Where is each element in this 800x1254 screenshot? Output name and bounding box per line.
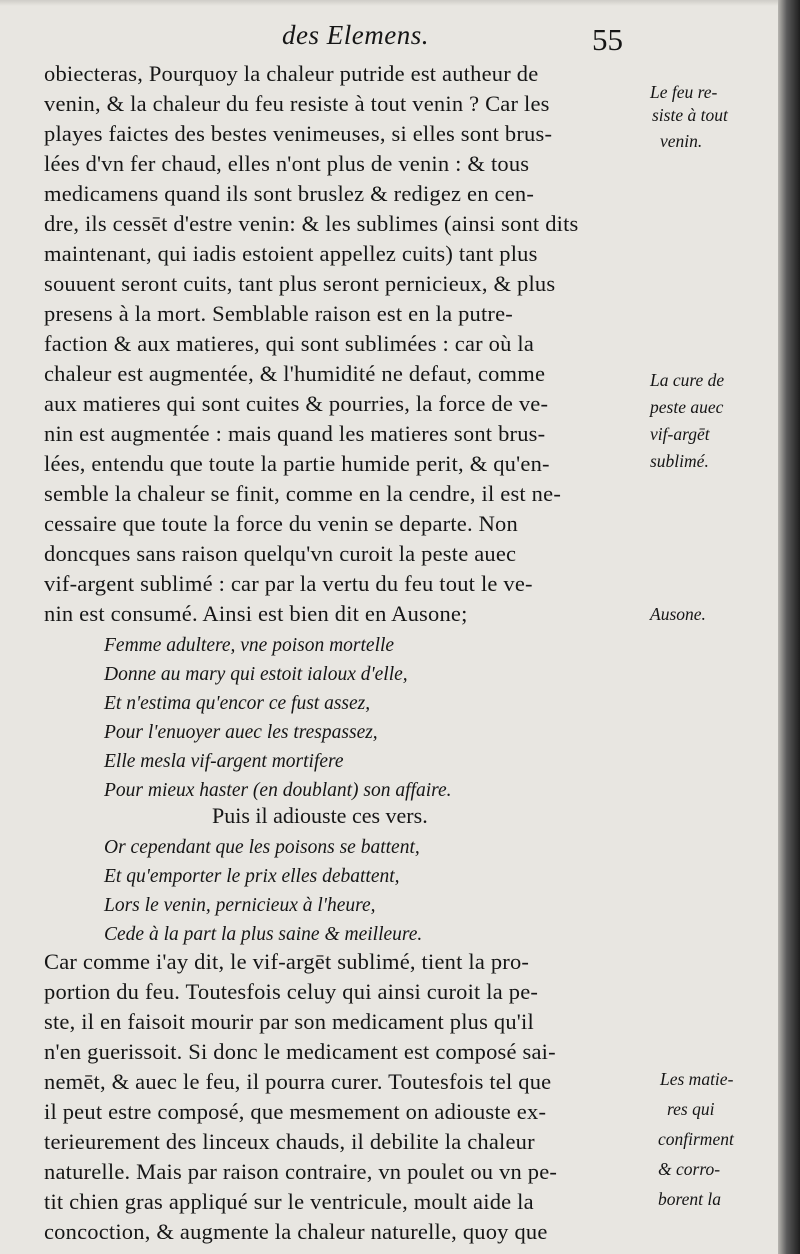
verse-line: Femme adultere, vne poison mortelle (104, 635, 395, 656)
margin-note: Les matie- (660, 1069, 734, 1089)
body-line: semble la chaleur se finit, comme en la cendre, il est ne- (44, 481, 562, 506)
body-line: terieurement des linceux chauds, il debilite la chaleur (44, 1129, 535, 1154)
margin-note: Ausone. (650, 604, 706, 624)
verse-intro: Puis il adiouste ces vers. (212, 803, 428, 828)
body-line: nin est augmentée : mais quand les matieres sont brus- (44, 421, 546, 446)
body-line: nin est consumé. Ainsi est bien dit en Ausone; (44, 601, 468, 626)
margin-note: La cure de (650, 370, 725, 390)
body-line: medicamens quand ils sont bruslez & redigez en cen- (44, 181, 535, 206)
body-line: tit chien gras appliqué sur le ventricule, moult aide la (44, 1189, 534, 1214)
body-line: maintenant, qui iadis estoient appellez cuits) tant plus (44, 241, 538, 266)
margin-note: peste auec (650, 397, 724, 417)
verse-line: Cede à la part la plus saine & meilleure. (104, 924, 423, 945)
body-line: naturelle. Mais par raison contraire, vn poulet ou vn pe- (44, 1159, 558, 1184)
body-line: dre, ils cessēt d'estre venin: & les sublimes (ainsi sont dits (44, 211, 579, 236)
margin-note: vif-argēt (650, 424, 710, 444)
body-line: chaleur est augmentée, & l'humidité ne defaut, comme (44, 361, 546, 386)
body-line: lées d'vn fer chaud, elles n'ont plus de venin : & tous (44, 151, 530, 176)
body-line: obiecteras, Pourquoy la chaleur putride est autheur de (44, 61, 539, 86)
body-line: venin, & la chaleur du feu resiste à tout venin ? Car les (44, 91, 550, 116)
verse-line: Donne au mary qui estoit ialoux d'elle, (104, 664, 408, 685)
margin-note: Le feu re- (650, 82, 718, 102)
verse-line: Et n'estima qu'encor ce fust assez, (104, 693, 371, 714)
scan-binding-edge (778, 0, 800, 1254)
body-line: vif-argent sublimé : car par la vertu du feu tout le ve- (44, 571, 533, 596)
body-line: presens à la mort. Semblable raison est en la putre- (44, 301, 514, 326)
verse-line: Elle mesla vif-argent mortifere (104, 751, 344, 772)
margin-note: venin. (660, 131, 703, 151)
body-line: cessaire que toute la force du venin se departe. Non (44, 511, 518, 536)
verse-line: Lors le venin, pernicieux à l'heure, (104, 895, 376, 916)
verse-line: Pour mieux haster (en doublant) son affaire. (104, 780, 452, 801)
body-line: n'en guerissoit. Si donc le medicament est composé sai- (44, 1039, 556, 1064)
body-line: portion du feu. Toutesfois celuy qui ainsi curoit la pe- (44, 979, 539, 1004)
body-line: faction & aux matieres, qui sont sublimées : car où la (44, 331, 535, 356)
margin-note: & corro- (658, 1159, 721, 1179)
verse-line: Et qu'emporter le prix elles debattent, (104, 866, 400, 887)
body-line: concoction, & augmente la chaleur naturelle, quoy que (44, 1219, 548, 1244)
margin-note: sublimé. (650, 451, 709, 471)
body-line: ste, il en faisoit mourir par son medicament plus qu'il (44, 1009, 534, 1034)
body-line: nemēt, & auec le feu, il pourra curer. Toutesfois tel que (44, 1069, 552, 1094)
body-line: il peut estre composé, que mesmement on adiouste ex- (44, 1099, 547, 1124)
verse-line: Or cependant que les poisons se battent, (104, 837, 420, 858)
margin-note: confirment (658, 1129, 734, 1149)
verse-line: Pour l'enuoyer auec les trespassez, (104, 722, 378, 743)
margin-note: res qui (667, 1099, 715, 1119)
body-line: souuent seront cuits, tant plus seront pernicieux, & plus (44, 271, 556, 296)
body-line: doncques sans raison quelqu'vn curoit la peste auec (44, 541, 517, 566)
margin-note: borent la (658, 1189, 722, 1209)
running-head: des Elemens. (282, 20, 429, 50)
margin-note: siste à tout (652, 105, 728, 125)
body-line: playes faictes des bestes venimeuses, si elles sont brus- (44, 121, 553, 146)
body-line: Car comme i'ay dit, le vif-argēt sublimé, tient la pro- (44, 949, 530, 974)
page-number: 55 (592, 22, 623, 57)
body-line: aux matieres qui sont cuites & pourries, la force de ve- (44, 391, 549, 416)
scan-top-edge (0, 0, 800, 6)
body-line: lées, entendu que toute la partie humide perit, & qu'en- (44, 451, 550, 476)
